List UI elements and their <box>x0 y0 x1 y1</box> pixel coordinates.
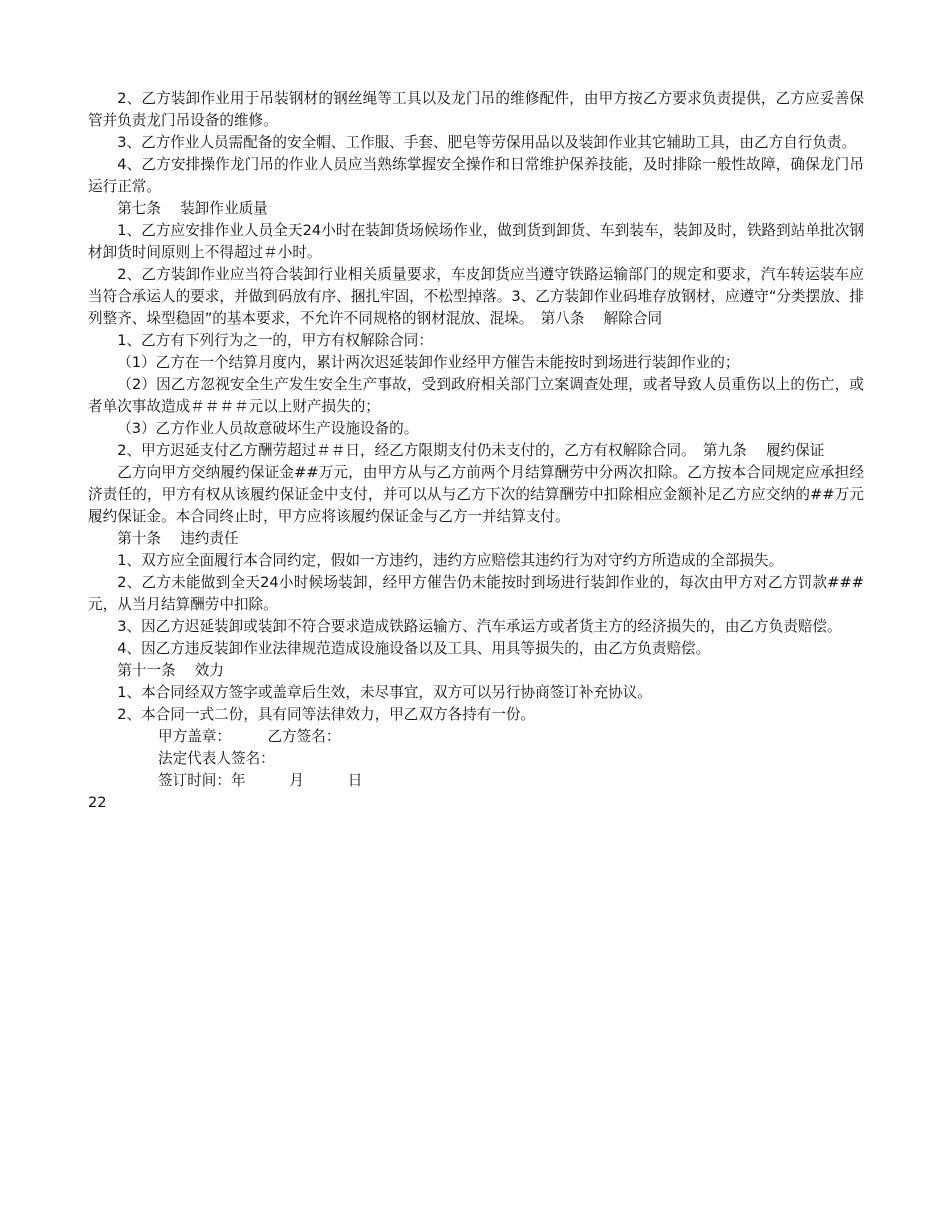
section-heading: 第七条 装卸作业质量 <box>117 200 268 217</box>
paragraph: （3）乙方作业人员故意破坏生产设施设备的。 <box>117 420 419 437</box>
paragraph: 1、双方应全面履行本合同约定，假如一方违约，违约方应赔偿其违约行为对守约方所造成的全部损失。 <box>117 552 784 569</box>
section-heading: 第十一条 效力 <box>117 662 224 679</box>
paragraph: 2、乙方装卸作业应当符合装卸行业相关质量要求，车皮卸货应当遵守铁路运输部门的规定和要求，汽车转运装车应当符合承运人的要求，并做到码放有序、捆扎牢固，不松型掉落。3、乙方装卸作业码堆存放钢材，应遵守“分类摆放、排列整齐、垛型稳固”的基本要求，不允许不同规格的钢材混放、混垛。 第八条 解除合同 <box>88 266 864 327</box>
signature-line-legal-rep: 法定代表人签名： <box>158 750 275 767</box>
paragraph: 2、乙方未能做到全天24小时候场装卸，经甲方催告仍未能按时到场进行装卸作业的，每次由甲方对乙方罚款###元，从当月结算酬劳中扣除。 <box>88 574 864 613</box>
signature-line-party-a-b: 甲方盖章： 乙方签名： <box>158 728 341 745</box>
paragraph: （2）因乙方忽视安全生产发生安全生产事故，受到政府相关部门立案调查处理，或者导致人员重伤以上的伤亡，或者单次事故造成＃＃＃＃元以上财产损失的； <box>88 376 864 415</box>
page-number: 22 <box>88 794 107 811</box>
signature-line-date: 签订时间：年 月 日 <box>158 772 363 789</box>
paragraph: 2、本合同一式二份，具有同等法律效力，甲乙双方各持有一份。 <box>117 706 536 723</box>
signature-block <box>88 726 864 792</box>
paragraph: 1、乙方应安排作业人员全天24小时在装卸货场候场作业，做到货到卸货、车到装车，装卸及时，铁路到站单批次钢材卸货时间原则上不得超过＃小时。 <box>88 222 864 261</box>
paragraph: 3、因乙方迟延装卸或装卸不符合要求造成铁路运输方、汽车承运方或者货主方的经济损失的，由乙方负责赔偿。 <box>117 618 842 635</box>
paragraph: 2、乙方装卸作业用于吊装钢材的钢丝绳等工具以及龙门吊的维修配件，由甲方按乙方要求负责提供，乙方应妥善保管并负责龙门吊设备的维修。 <box>88 90 864 129</box>
paragraph: 3、乙方作业人员需配备的安全帽、工作服、手套、肥皂等劳保用品以及装卸作业其它辅助工具，由乙方自行负责。 <box>117 134 857 151</box>
contract-body <box>88 88 864 726</box>
section-heading: 第十条 违约责任 <box>117 530 239 547</box>
paragraph: 乙方向甲方交纳履约保证金##万元，由甲方从与乙方前两个月结算酬劳中分两次扣除。乙方按本合同规定应承担经济责任的，甲方有权从该履约保证金中支付，并可以从与乙方下次的结算酬劳中扣除相应金额补足乙方应交纳的##万元履约保证金。本合同终止时，甲方应将该履约保证金与乙方一并结算支付。 <box>88 464 864 525</box>
paragraph: （1）乙方在一个结算月度内，累计两次迟延装卸作业经甲方催告未能按时到场进行装卸作业的； <box>117 354 740 371</box>
paragraph: 2、甲方迟延支付乙方酬劳超过＃＃日，经乙方限期支付仍未支付的，乙方有权解除合同。 第九条 履约保证 <box>117 442 825 459</box>
paragraph: 1、乙方有下列行为之一的，甲方有权解除合同： <box>117 332 433 349</box>
paragraph: 4、因乙方违反装卸作业法律规范造成设施设备以及工具、用具等损失的，由乙方负责赔偿。 <box>117 640 711 657</box>
paragraph: 1、本合同经双方签字或盖章后生效，未尽事宜，双方可以另行协商签订补充协议。 <box>117 684 652 701</box>
paragraph: 4、乙方安排操作龙门吊的作业人员应当熟练掌握安全操作和日常维护保养技能，及时排除一般性故障，确保龙门吊运行正常。 <box>88 156 864 195</box>
